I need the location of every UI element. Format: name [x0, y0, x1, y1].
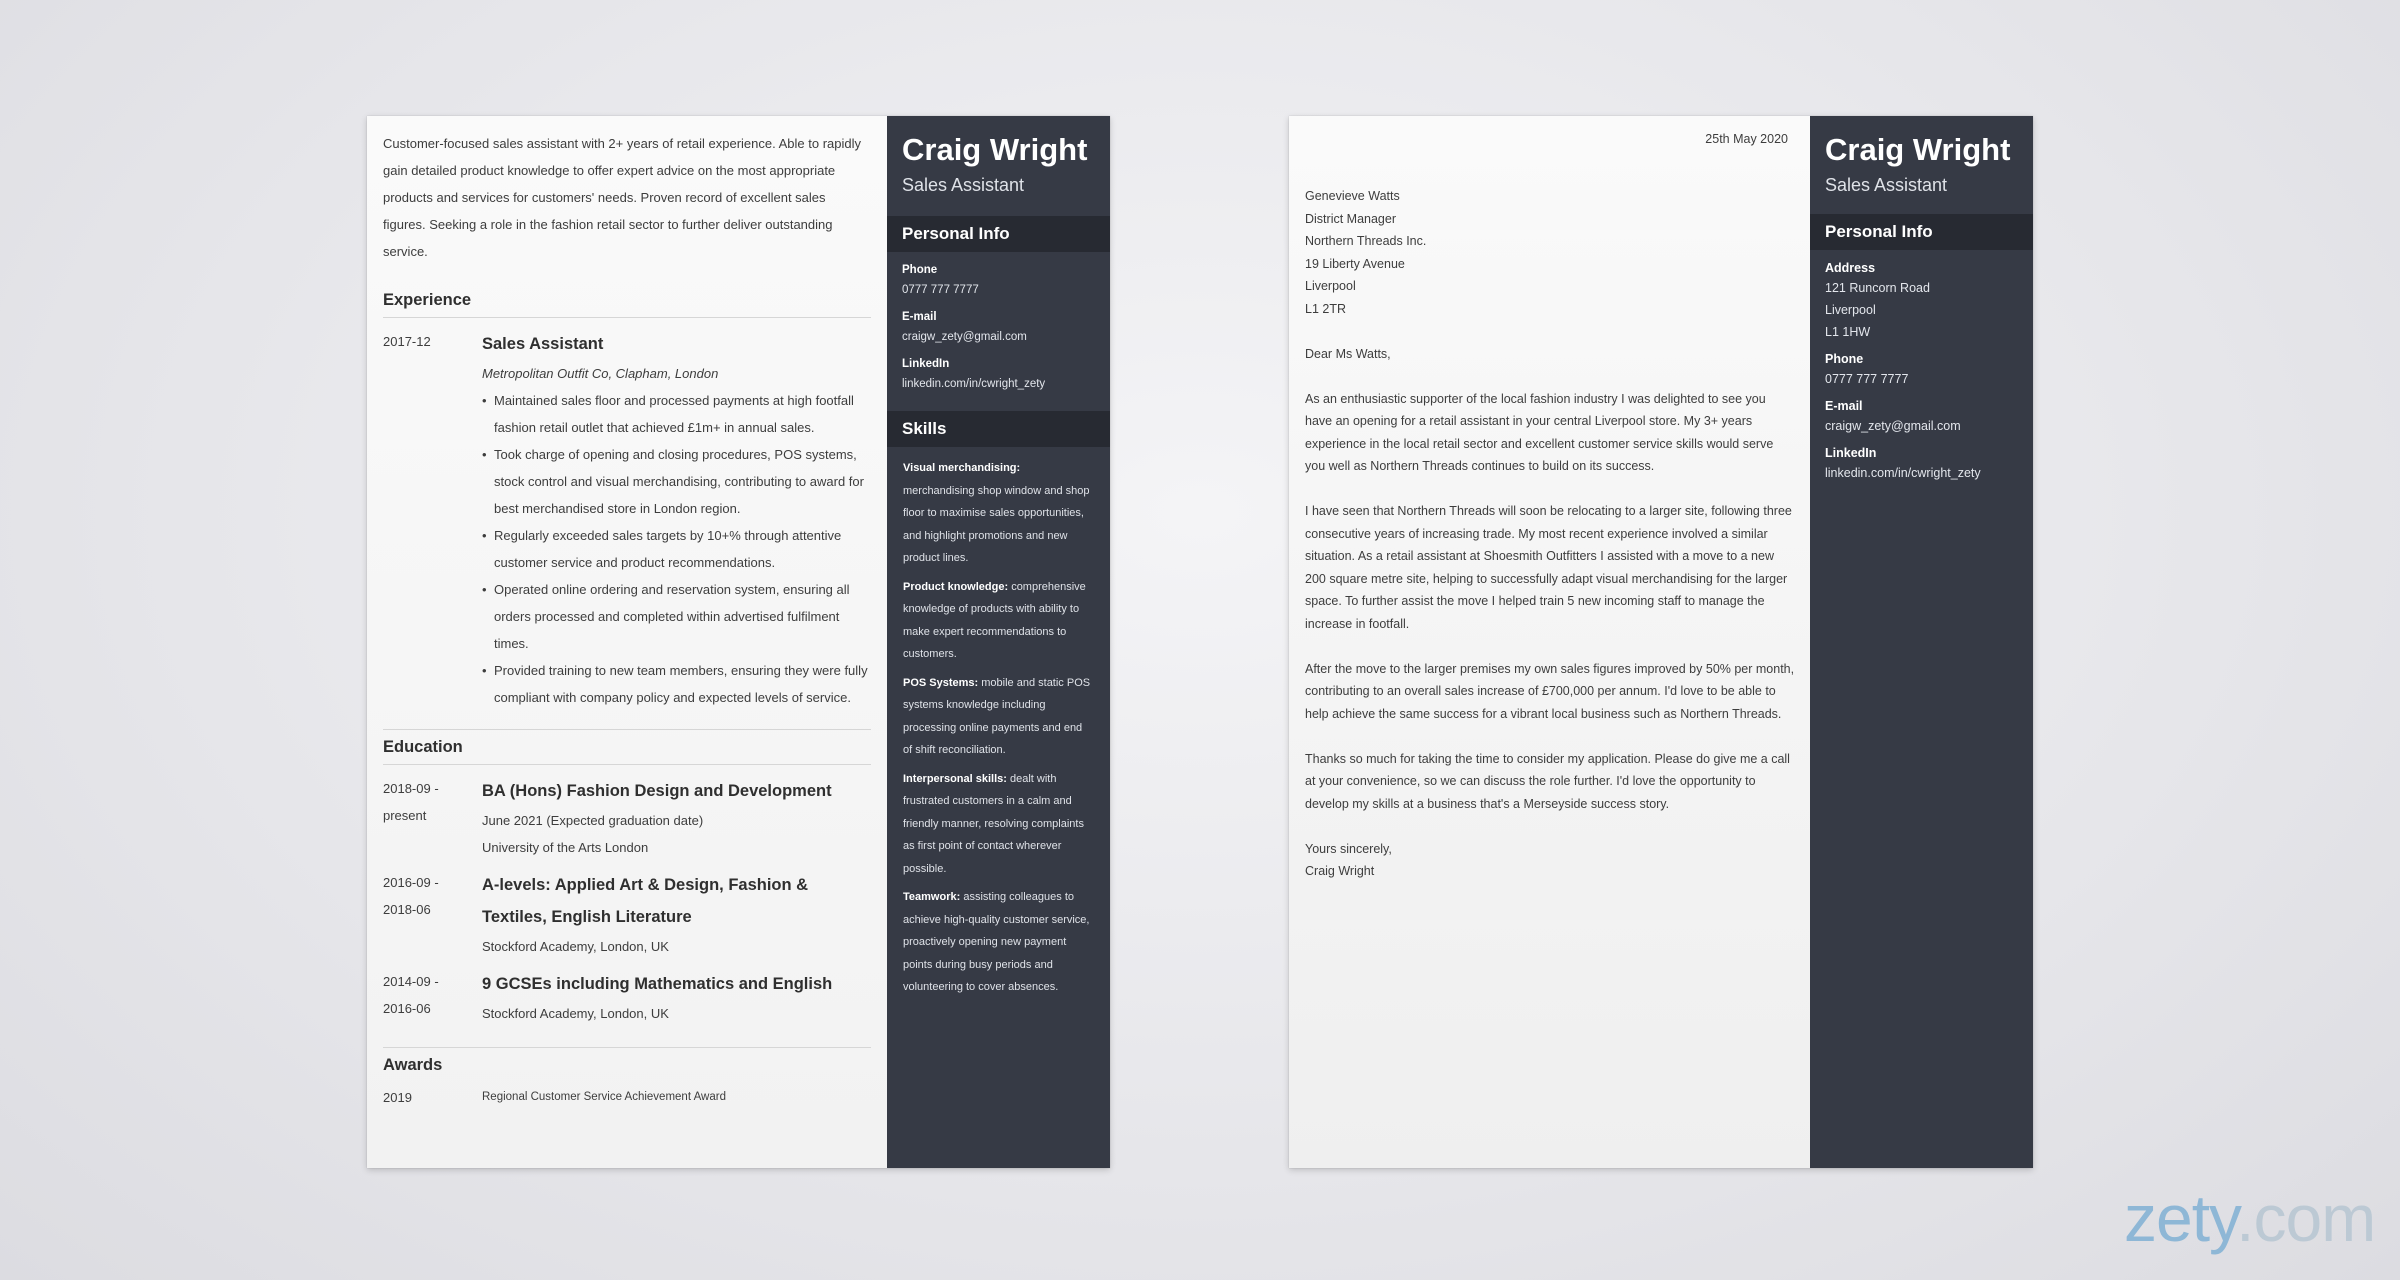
education-school: Stockford Academy, London, UK	[482, 1006, 669, 1021]
skill-name: Interpersonal skills:	[903, 772, 1007, 785]
letter-paragraph: Thanks so much for taking the time to consider my application. Please do give me a call at your convenience, so we can discuss the role further. I'd love the opportunity to develop my skills at a business that's a Merseyside success story.	[1305, 751, 1790, 811]
date-start: 2016-09 -	[383, 875, 439, 890]
address-label: Address	[1825, 261, 1876, 275]
letter-greeting: Dear Ms Watts,	[1305, 346, 1391, 361]
email-value: craigw_zety@gmail.com	[902, 331, 1027, 343]
letter-body	[1305, 185, 1795, 905]
linkedin-label: LinkedIn	[902, 358, 950, 370]
candidate-name: Craig Wright	[1825, 132, 2011, 167]
education-entry	[383, 869, 871, 960]
letter-sidebar	[1810, 116, 2033, 1168]
recipient-street: 19 Liberty Avenue	[1305, 256, 1405, 271]
award-entry	[383, 1084, 871, 1111]
recipient-company: Northern Threads Inc.	[1305, 234, 1427, 248]
logo-text: zety	[2124, 1181, 2237, 1255]
skill-name: Product knowledge:	[903, 580, 1009, 593]
list-item: • Regularly exceeded sales targets by 10+% through attentive customer service and product recommendations.	[494, 522, 871, 576]
experience-company: Metropolitan Outfit Co, Clapham, London	[482, 366, 719, 381]
education-entry	[383, 775, 871, 861]
award-date: 2019	[383, 1090, 412, 1105]
linkedin-value: linkedin.com/in/cwright_zety	[1825, 466, 1981, 480]
zety-logo	[2124, 1180, 2375, 1256]
education-title: BA (Hons) Fashion Design and Development	[482, 782, 832, 800]
list-item: • Maintained sales floor and processed payments at high footfall fashion retail outlet that achieved £1m+ in annual sales.	[494, 387, 871, 441]
skill-description: assisting colleagues to achieve high-quality customer service, proactively opening new payment points during busy periods and volunteering to cover absences.	[903, 891, 1090, 993]
profile-summary: Customer-focused sales assistant with 2+ years of retail experience. Able to rapidly gain detailed product knowledge to offer expert advice on the most appropriate products and services for customers' needs. Proven record of excellent sales figures. Seeking a role in the fashion retail sector to further deliver outstanding service.	[383, 136, 861, 259]
recipient-name: Genevieve Watts	[1305, 189, 1400, 203]
personal-info-heading: Personal Info	[887, 216, 1110, 252]
awards-heading: Awards	[383, 1056, 443, 1074]
logo-suffix: com	[2253, 1181, 2376, 1255]
recipient-city: Liverpool	[1305, 279, 1356, 293]
experience-heading: Experience	[383, 291, 871, 318]
date-start: 2018-09 -	[383, 781, 439, 796]
skill-description: dealt with frustrated customers in a calm and friendly manner, resolving complaints as first point of contact wherever possible.	[903, 772, 1084, 875]
education-heading: Education	[383, 738, 871, 765]
resume-sidebar	[887, 116, 1110, 1168]
recipient-postcode: L1 2TR	[1305, 301, 1346, 316]
skill-name: Visual merchandising:	[903, 462, 1021, 474]
letter-signature: Craig Wright	[1305, 864, 1375, 878]
list-item: • Operated online ordering and reservation system, ensuring all orders processed and completed within advertised fulfilment times.	[494, 576, 871, 657]
address-line: L1 1HW	[1825, 325, 1871, 339]
experience-title: Sales Assistant	[482, 335, 604, 353]
resume-document	[367, 116, 1110, 1168]
address-line: Liverpool	[1825, 303, 1876, 317]
recipient-address	[1305, 185, 1795, 320]
date-end: 2018-06	[383, 902, 431, 917]
email-label: E-mail	[902, 311, 937, 323]
education-detail: June 2021 (Expected graduation date)	[482, 813, 704, 828]
date-end: 2016-06	[383, 1001, 431, 1016]
letter-paragraph: As an enthusiastic supporter of the local fashion industry I was delighted to see you have an opening for a retail assistant in your central Liverpool store. My 3+ years experience in the local retail sector and excellent customer service skills would serve you well as Northern Threads continues to build on its success.	[1305, 391, 1774, 473]
phone-label: Phone	[1825, 352, 1864, 366]
cover-letter-document	[1289, 116, 2033, 1168]
phone-value: 0777 777 7777	[902, 284, 979, 296]
skill-name: Teamwork:	[903, 891, 961, 903]
education-title: 9 GCSEs including Mathematics and English	[482, 975, 833, 993]
education-school: Stockford Academy, London, UK	[482, 939, 669, 954]
linkedin-value: linkedin.com/in/cwright_zety	[902, 378, 1046, 390]
linkedin-label: LinkedIn	[1825, 446, 1877, 460]
candidate-name: Craig Wright	[902, 132, 1088, 167]
resume-main-column	[367, 116, 887, 1168]
recipient-title: District Manager	[1305, 211, 1396, 226]
list-item: • Provided training to new team members, ensuring they were fully compliant with company policy and expected levels of service.	[494, 657, 871, 711]
skill-description: mobile and static POS systems knowledge including processing online payments and end of shift reconciliation.	[903, 676, 1091, 756]
letter-paragraph: After the move to the larger premises my own sales figures improved by 50% per month, contributing to an overall sales increase of £700,000 per annum. I'd love to be able to help achieve the same success for a vibrant local business such as Northern Threads.	[1305, 661, 1795, 721]
experience-bullets	[482, 387, 871, 711]
experience-date: 2017-12	[383, 334, 431, 349]
letter-main-column	[1289, 116, 1810, 1168]
education-entry	[383, 968, 871, 1027]
date-start: 2014-09 -	[383, 974, 439, 989]
education-date	[383, 968, 453, 1022]
list-item: • Took charge of opening and closing procedures, POS systems, stock control and visual merchandising, contributing to award for best merchandised store in London region.	[494, 441, 871, 522]
date-end: present	[383, 808, 427, 823]
email-value: craigw_zety@gmail.com	[1825, 419, 1961, 433]
logo-dot: .	[2236, 1181, 2254, 1255]
award-title: Regional Customer Service Achievement Award	[482, 1091, 726, 1103]
skill-description: merchandising shop window and shop floor to maximise sales opportunities, and highlight promotions and new product lines.	[903, 484, 1090, 564]
phone-label: Phone	[902, 264, 938, 276]
skill-item	[887, 768, 1110, 881]
education-date	[383, 775, 453, 829]
skill-item	[887, 672, 1110, 762]
letter-paragraph: I have seen that Northern Threads will soon be relocating to a larger site, following three consecutive years of increasing trade. My most recent experience involved a similar situation. As a retail assistant at Shoesmith Outfitters I assisted with a move to a new 200 square metre site, helping to successfully adapt visual merchandising for the larger space. To further assist the move I helped train 5 new incoming staff to manage the increase in footfall.	[1305, 504, 1792, 631]
skills-heading: Skills	[887, 411, 1110, 447]
address-line: 121 Runcorn Road	[1825, 281, 1930, 295]
skill-item	[887, 457, 1110, 570]
education-school: University of the Arts London	[482, 840, 649, 855]
candidate-job-title: Sales Assistant	[902, 175, 1025, 195]
education-date	[383, 869, 453, 923]
email-label: E-mail	[1825, 399, 1863, 413]
candidate-job-title: Sales Assistant	[1825, 175, 1948, 195]
experience-entry	[383, 328, 871, 711]
letter-closing: Yours sincerely,	[1305, 841, 1392, 856]
skill-name: POS Systems:	[903, 676, 979, 689]
letter-date: 25th May 2020	[1705, 132, 1788, 146]
skill-item	[887, 576, 1110, 666]
personal-info-heading: Personal Info	[1810, 214, 2033, 250]
phone-value: 0777 777 7777	[1825, 372, 1909, 386]
education-title: A-levels: Applied Art & Design, Fashion & Textiles, English Literature	[482, 876, 809, 926]
skill-description: comprehensive knowledge of products with ability to make expert recommendations to customers.	[903, 580, 1086, 660]
skill-item	[887, 886, 1110, 999]
letter-signoff	[1305, 838, 1795, 883]
